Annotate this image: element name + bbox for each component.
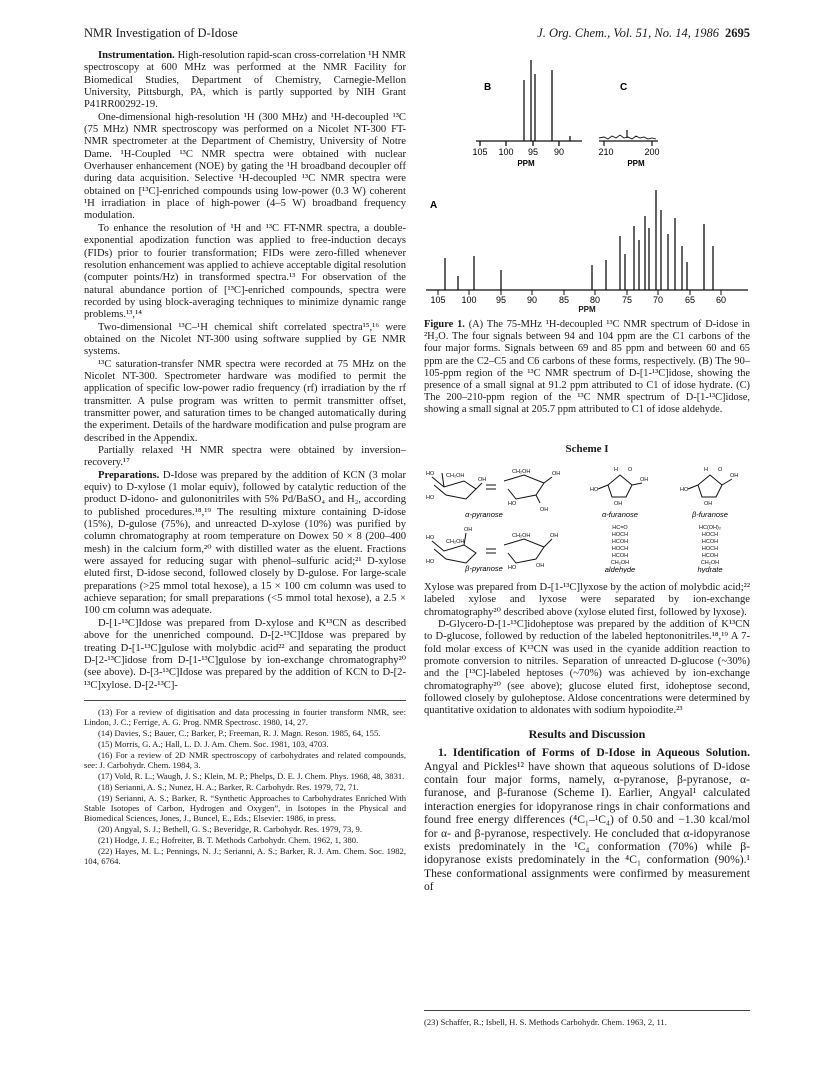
bond: [722, 479, 732, 485]
atom-label: HCOH: [611, 553, 629, 559]
atom-label: HOCH: [611, 546, 629, 552]
axis-unit-a: PPM: [578, 305, 596, 314]
tick-label-a: 75: [621, 295, 633, 305]
tick-label-a: 70: [652, 295, 664, 305]
atom-label: H: [614, 467, 618, 473]
bond: [442, 473, 444, 487]
atom-label: O: [628, 467, 633, 473]
panel-label-b: B: [484, 82, 492, 93]
paragraph-preparations: [84, 470, 406, 618]
atom-label: HC(OH)₂: [699, 525, 721, 531]
tick-label-c: 200: [644, 147, 660, 157]
atom-label: CH₂OH: [446, 473, 465, 479]
atom-label: OH: [640, 477, 649, 483]
paragraph-identification: [424, 746, 750, 893]
running-header-title: NMR Investigation of D-Idose: [84, 26, 238, 40]
atom-label: HOCH: [611, 532, 629, 538]
footnote: (16) For a review of 2D NMR spectroscopy of carbohydrates and related compounds, see: J. Carbohydr. Chem. 1984, 3.: [84, 749, 406, 770]
tick-label-a: 95: [495, 295, 507, 305]
alpha-furanose-structure: [598, 475, 642, 497]
tick-label-a: 60: [715, 295, 727, 305]
run-in-head-preparations: Preparations.: [98, 469, 160, 481]
section-heading-results: Results and Discussion: [528, 726, 646, 741]
ticks-a: [430, 295, 726, 305]
atom-label: CH₂OH: [446, 539, 465, 545]
tick-label-a: 80: [589, 295, 601, 305]
bond: [598, 485, 608, 489]
footnote: (18) Serianni, A. S.; Nunez, H. A.; Barker, R. Carbohydr. Res. 1979, 72, 71.: [98, 781, 359, 792]
atom-label: HO: [426, 495, 435, 501]
paragraph-identification-text: Angyal and Pickles¹² have shown that aqueous solutions of D-idose contain four major forms, namely, α-pyranose, β-pyranose, α-furanose, and β-furanose (Scheme I). Earlier, Angyal¹ calculated interaction energies for idopyranose rings in chair conformations and found free energy differences (⁴C₁–¹C₄) of 0.50 and −1.30 kcal/mol for α- and β-pyranose, respectively. He concluded that α-idopyranose exists predominately in the ¹C₄ conformation (70%) while β-idopyranose exists predominately in the ⁴C₁ conformation (90%).¹ These conformational assignments were confirmed by measurement of: [424, 759, 750, 894]
tick-label-a: 90: [526, 295, 538, 305]
axis-unit-c: PPM: [627, 159, 645, 168]
figure-caption: [424, 313, 750, 417]
footnote: (22) Hayes, M. L.; Pennings, N. J.; Serianni, A. S.; Barker, R. J. Am. Chem. Soc. 1982, 104, 6764.: [84, 845, 406, 866]
scheme-title: Scheme I: [565, 443, 609, 455]
alpha-furanose-atoms: [590, 467, 648, 507]
atom-label: HO: [590, 487, 599, 493]
footnote: (15) Morris, G. A.; Hall, L. D. J. Am. Chem. Soc. 1981, 103, 4703.: [98, 738, 329, 749]
atom-label: HO: [508, 565, 517, 571]
journal-citation: J. Org. Chem., Vol. 51, No. 14, 1986: [537, 26, 719, 40]
paragraph-1d-nmr: One-dimensional high-resolution ¹H (300 MHz) and ¹H-decoupled ¹³C (75 MHz) NMR spectroscopy was performed on a Nicolet NT-300 FT-NMR spectrometer at the Department of Chemistry, University of Notre Dame. ¹H-Coupled ¹³C NMR spectra were obtained with nuclear Overhauser enhancement (NOE) by gating the ¹H broadband decoupler off during data acquisition. Selective ¹H-decoupled ¹³C NMR spectra were obtained on [¹³C]-enriched compounds using low-power (0.3 W) coherent ¹H irradiation in place of high-power (4–5 W) broadband frequency modulation.: [84, 111, 406, 222]
atom-label: OH: [552, 471, 561, 477]
scheme-1: [424, 443, 750, 575]
footnote-rule: [84, 700, 406, 701]
atom-label: O: [718, 467, 723, 473]
figure-1: [424, 50, 750, 314]
bond: [632, 483, 642, 485]
spectrum-panel-a: [426, 190, 748, 290]
atom-label: OH: [550, 533, 559, 539]
atom-label: OH: [464, 527, 473, 533]
beta-pyranose-structure: [432, 533, 552, 563]
tick-label-a: 105: [430, 295, 446, 305]
bond: [544, 539, 552, 547]
tick-label-a: 65: [684, 295, 696, 305]
atom-label: OH: [614, 501, 623, 507]
footnote: (23) Schaffer, R.; Isbell, H. S. Methods Carbohydr. Chem. 1963, 2, 11.: [424, 1017, 667, 1027]
bond: [476, 483, 482, 489]
run-in-head-instrumentation: Instrumentation.: [98, 50, 175, 61]
nmr-spectra-figure: [424, 50, 750, 308]
footnote: (17) Vold, R. L.; Waugh, J. S.; Klein, M. P.; Phelps, D. E. J. Chem. Phys. 1968, 48, 3831.: [98, 770, 405, 781]
atom-label: CH₂OH: [610, 560, 630, 566]
atom-label: HO: [426, 535, 435, 541]
atom-label: H: [704, 467, 708, 473]
beta-furanose-structure: [688, 475, 732, 497]
atom-label: CH₂OH: [700, 560, 720, 566]
bond: [688, 485, 698, 489]
atom-label: OH: [704, 501, 713, 507]
atom-label: HCOH: [701, 553, 719, 559]
ticks-c: [598, 147, 659, 157]
tick-label-c: 210: [598, 147, 614, 157]
paragraph-heptose: D-Glycero-D-[1-¹³C]idoheptose was prepared by the addition of K¹³CN to D-glucose, followed by reduction of the labeled heptononitriles.¹⁸,¹⁹ A 7-fold molar excess of K¹³CN was used in the cyanide addition reaction to promote conversion to nitriles. Separation of unreacted D-glucose (~30%) and the [¹³C]-labeled heptoses (~70%) was achieved by ion-exchange chromatography²⁰ (see above); glucose eluted first, idoheptose second, followed closely by guloheptose. Aldose concentrations were determined by quantitative oxidation to aldonates with sodium hypoiodite.²³: [424, 619, 750, 717]
tick-label-a: 85: [558, 295, 570, 305]
alpha-pyranose-atoms: [426, 469, 560, 513]
caption-text: [424, 319, 750, 417]
beta-furanose-atoms: [680, 467, 738, 507]
tick-label-b: 105: [472, 147, 488, 157]
atom-label: OH: [540, 507, 549, 513]
paragraph-xylose: Xylose was prepared from D-[1-¹³C]lyxose by the action of molybdic acid;²² labeled xylose and lyxose were separated by ion-exchange chromatography²⁰ described above (xylose eluted first, followed by lyxose).: [424, 582, 750, 618]
footnote: (13) For a review of digitisation and data processing in fourier transform NMR, see: Lindon, J. C.; Ferrige, A. G. Prog. NMR Spectrosc. 1980, 14, 27.: [84, 706, 406, 727]
atom-label: HC=O: [612, 525, 628, 531]
atom-label: HO: [508, 501, 517, 507]
panel-label-a: A: [430, 200, 438, 211]
atom-label: HOCH: [701, 546, 719, 552]
atom-label: HOCH: [701, 532, 719, 538]
axis-unit-b: PPM: [517, 159, 535, 168]
tick-label-b: 90: [553, 147, 565, 157]
paragraph-instrumentation: [84, 50, 406, 112]
spectrum-panel-b: [476, 60, 582, 146]
tick-label-b: 100: [498, 147, 514, 157]
scheme-structures: [424, 455, 750, 573]
label-beta-furanose: β-furanose: [692, 510, 728, 519]
right-column: [424, 582, 750, 894]
paragraph-saturation: ¹³C saturation-transfer NMR spectra were recorded at 75 MHz on the Nicolet NT-300. Spectrometer hardware was modified to permit the application of specific low-power radio frequency (rf) irradiation by the rf transmitter. A pulse program was written to permit transmitter offset, transmitter power, and saturation times to be changed automatically during the experiment. Details of the hardware modification and pulse program are described in the Appendix.: [84, 358, 406, 444]
paragraph-labeled-idose: D-[1-¹³C]Idose was prepared from D-xylose and K¹³CN as described above for the unenriched compound. D-[2-¹³C]Idose was prepared by treating D-[1-¹³C]gulose with molybdic acid²² and separating the product D-[2-¹³C]idose from D-[1-¹³C]gulose by ion-exchange chromatography²⁰ (see above). D-[3-¹³C]Idose was prepared by the addition of KCN to D-[2-¹³C]xylose. D-[2-¹³C]-: [84, 617, 406, 691]
paragraph-resolution: To enhance the resolution of ¹H and ¹³C FT-NMR spectra, a double-exponential apodization function was applied to free-induction decays (FIDs) prior to fourier transformation; FIDs were zero-filled whenever resolution enhancement was applied to achieve acceptable digital resolution (computer points/Hz) in transformed spectra.¹³ For observation of the natural abundance portion of [¹³C]-enriched compounds, spectra were recorded by using block-averaging techniques to minimize dynamic range problems.¹³,¹⁴: [84, 222, 406, 321]
atom-label: OH: [536, 563, 545, 569]
footnote: (20) Angyal, S. J.; Bethell, G. S.; Beveridge, R. Carbohydr. Res. 1979, 73, 9.: [98, 823, 363, 834]
footnote: (19) Serianni, A. S.; Barker, R. “Synthetic Approaches to Carbohydrates Enriched With Stable Isotopes of Carbon, Hydrogen and Oxygen”, in Isotopes in the Physical and Biomedical Sciences, Jones, J., Buncel, E., Eds.; Elsevier: 1986, in press.: [84, 792, 406, 823]
atom-label: HCOH: [611, 539, 629, 545]
atom-label: HCOH: [701, 539, 719, 545]
footnote-rule: [424, 1010, 750, 1011]
bond: [544, 477, 552, 483]
atom-label: HO: [426, 471, 435, 477]
atom-label: CH₂OH: [512, 533, 531, 539]
left-column: [84, 50, 406, 867]
caption-body: (A) The 75-MHz ¹H-decoupled ¹³C NMR spectrum of D-idose in ²H₂O. The four signals between 94 and 104 ppm are the C1 carbons of the four major forms. Signals between 69 and 85 ppm and between 60 and 65 ppm are the C2–C5 and C6 carbons of these forms, respectively. (B) The 90–105-ppm region of the ¹³C NMR spectrum of D-[1-¹³C]idose, showing the presence of a small signal at 91.2 ppm attributed to C1 of idose hydrate. (C) The 200–210-ppm region of the ¹³C NMR spectrum of D-[1-¹³C]idose, showing a small signal at 205.7 ppm attributed to C1 of idose aldehyde.: [424, 319, 750, 416]
pyranose-ring: [504, 539, 544, 563]
ticks-b: [472, 147, 564, 157]
spectrum-panel-c: [599, 130, 658, 146]
label-beta-pyranose: β-pyranose: [465, 564, 503, 573]
aldehyde-structure: [611, 525, 629, 566]
bond: [536, 495, 540, 503]
furanose-ring: [608, 475, 632, 497]
running-header: [84, 26, 750, 42]
tick-label-b: 95: [527, 147, 539, 157]
pyranose-ring: [432, 477, 476, 499]
paragraph-2d-nmr: Two-dimensional ¹³C–¹H chemical shift correlated spectra¹⁵,¹⁶ were obtained on the Nicolet NT-300 using software supplied by GE NMR systems.: [84, 321, 406, 358]
footnote: (14) Davies, S.; Bauer, C.; Barker, P.; Freeman, R. J. Magn. Reson. 1985, 64, 155.: [98, 727, 381, 738]
paragraph-preparations-text: D-Idose was prepared by the addition of KCN (3 molar equiv) to D-xylose (1 molar equiv), followed by catalytic reduction of the product D-idono- and gulononitriles with 5% Pd/BaSO₄ and H₂, according to published procedures.¹⁸,¹⁹ The resulting mixture containing D-idose (15%), D-gulose (75%), and unreacted D-xylose (10%) was purified by column chromatography at room temperature on Dowex 50 × 8 (200–400 mesh) in the calcium form,²⁰ with distilled water as the eluent. Fractions were assayed for reducing sugar with phenol–sulfuric acid;²¹ D-xylose eluted first, D-idose second, followed closely by D-gulose. For large-scale preparations (>25 mmol total hexose), a 15 × 100 cm column was used to achieve separation; for small preparations (<5 mmol total hexose), a 2.5 × 100 cm column was adequate.: [84, 469, 406, 617]
pyranose-ring: [504, 475, 544, 499]
furanose-ring: [698, 475, 722, 497]
atom-label: OH: [478, 477, 487, 483]
paragraph-instrumentation-text: High-resolution rapid-scan cross-correlation ¹H NMR spectroscopy at 600 MHz was performed at the NMR Facility for Biomedical Studies, Department of Chemistry, Carnegie-Mellon University, Pittsburgh, PA, which is partly supported by NIH Grant P41RR00292-19.: [84, 50, 406, 111]
atom-label: OH: [730, 473, 739, 479]
label-aldehyde: aldehyde: [604, 565, 636, 573]
page-number: 2695: [725, 26, 750, 40]
running-header-journal: [537, 26, 750, 41]
ticks-a-marks: [438, 290, 721, 295]
paragraph-inversion: Partially relaxed ¹H NMR spectra were obtained by inversion–recovery.¹⁷: [84, 445, 406, 469]
atom-label: HO: [426, 559, 435, 565]
right-footnotes: [424, 1002, 750, 1028]
tick-label-a: 100: [461, 295, 477, 305]
label-alpha-furanose: α-furanose: [602, 510, 638, 519]
label-hydrate: hydrate: [697, 565, 723, 573]
atom-label: HO: [680, 487, 689, 493]
footnote: (21) Hodge, J. E.; Hofreiter, B. T. Methods Carbohydr. Chem. 1962, 1, 380.: [98, 834, 359, 845]
atom-label: CH₂OH: [512, 469, 531, 475]
hydrate-structure: [699, 525, 721, 566]
subsection-heading-1: 1. Identification of Forms of D-Idose in Aqueous Solution.: [438, 746, 750, 760]
label-alpha-pyranose: α-pyranose: [465, 510, 503, 519]
panel-label-c: C: [620, 82, 628, 93]
caption-label: Figure 1.: [424, 319, 465, 330]
